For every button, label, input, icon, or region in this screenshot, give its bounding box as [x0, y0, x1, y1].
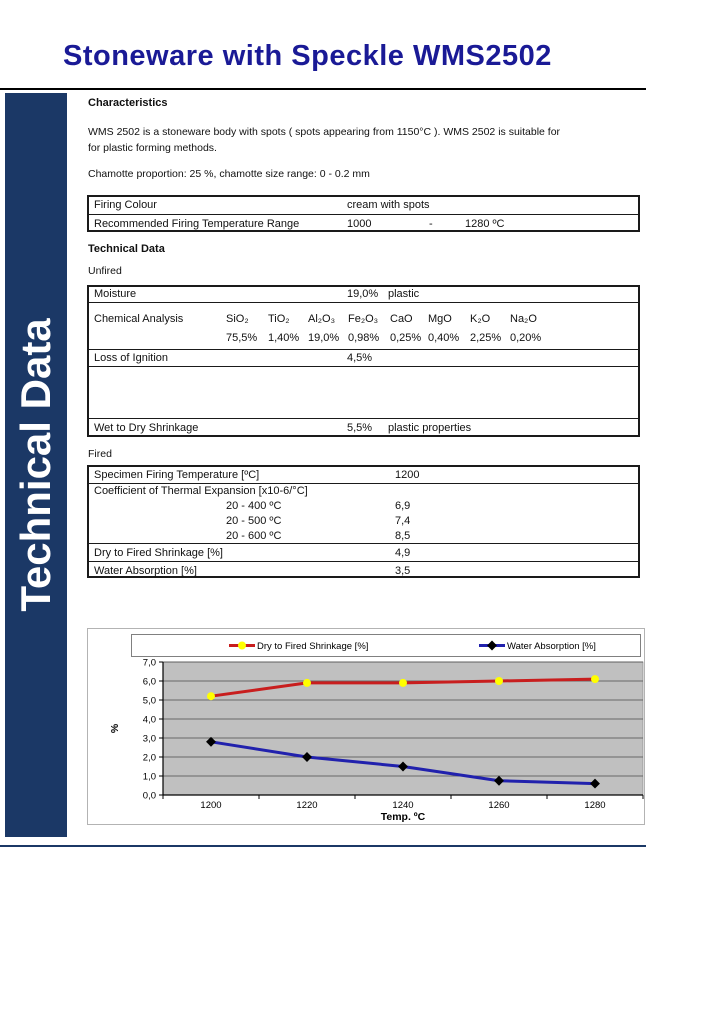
oxide-value: 0,98% — [348, 332, 380, 344]
range-max: 1280 ºC — [465, 218, 505, 230]
row-value: 3,5 — [395, 565, 411, 577]
legend-label: Water Absorption [%] — [507, 641, 596, 652]
y-tick-label: 3,0 — [142, 733, 156, 745]
row-value: 1200 — [395, 469, 420, 481]
top-divider — [0, 88, 646, 90]
sidebar-label: Technical Data — [12, 318, 59, 612]
shrinkage-absorption-chart — [87, 628, 645, 825]
chart-canvas — [88, 629, 644, 824]
cte-sub-row — [89, 499, 638, 514]
row-note: plastic — [388, 288, 420, 300]
bottom-divider — [0, 845, 646, 847]
oxide-header: Al₂O₃ — [308, 313, 336, 325]
water-absorption-row — [89, 561, 638, 579]
oxide-value: 19,0% — [308, 332, 340, 344]
y-tick-label: 6,0 — [142, 676, 156, 688]
firing-colour-row — [89, 197, 638, 214]
oxide-header: Fe₂O₃ — [348, 313, 379, 325]
y-tick-label: 1,0 — [142, 771, 156, 783]
chemical-analysis-row — [89, 302, 638, 349]
description-line-1: WMS 2502 is a stoneware body with spots ( spots appearing from 1150°C ). WMS 2502 is suitable for — [88, 126, 561, 138]
y-tick-label: 0,0 — [142, 790, 156, 802]
series-0-marker — [207, 692, 215, 700]
range-dash: - — [429, 218, 433, 230]
row-label: Wet to Dry Shrinkage — [94, 422, 199, 434]
y-tick-label: 2,0 — [142, 752, 156, 764]
fired-table — [87, 465, 640, 578]
row-label: Dry to Fired Shrinkage [%] — [94, 547, 223, 559]
range-min: 1000 — [347, 218, 372, 230]
legend-label: Dry to Fired Shrinkage [%] — [257, 641, 369, 652]
row-label: Recommended Firing Temperature Range — [94, 218, 300, 230]
oxide-header: MgO — [428, 313, 452, 325]
x-axis-title: Temp. ºC — [380, 811, 426, 823]
oxide-value: 0,25% — [390, 332, 422, 344]
y-tick-label: 5,0 — [142, 695, 156, 707]
cte-value: 6,9 — [395, 500, 411, 512]
cte-range: 20 - 500 ºC — [226, 515, 282, 527]
y-axis-title: % — [109, 723, 121, 734]
row-label: Specimen Firing Temperature [ºC] — [94, 469, 260, 481]
chamotte-line: Chamotte proportion: 25 %, chamotte size range: 0 - 0.2 mm — [88, 168, 370, 180]
oxide-value: 1,40% — [268, 332, 300, 344]
x-tick-label: 1220 — [296, 800, 318, 811]
row-value: cream with spots — [347, 199, 430, 211]
row-label: Water Absorption [%] — [94, 565, 197, 577]
oxide-header: K₂O — [470, 313, 491, 325]
series-0-marker — [591, 675, 599, 683]
row-label: Firing Colour — [94, 199, 157, 211]
oxide-header: CaO — [390, 313, 413, 325]
characteristics-heading: Characteristics — [88, 97, 168, 109]
wet-to-dry-row — [89, 418, 638, 437]
x-tick-label: 1240 — [392, 800, 414, 811]
cte-sub-row — [89, 529, 638, 544]
oxide-value: 75,5% — [226, 332, 258, 344]
legend-marker — [238, 642, 246, 650]
series-0-marker — [495, 677, 503, 685]
x-tick-label: 1200 — [200, 800, 222, 811]
row-value: 5,5% — [347, 422, 373, 434]
oxide-header: Na₂O — [510, 313, 537, 325]
row-label: Moisture — [94, 288, 137, 300]
page-title: Stoneware with Speckle WMS2502 — [63, 40, 552, 72]
chemical-value-line — [89, 330, 638, 347]
row-value: 4,5% — [347, 352, 373, 364]
row-label: Chemical Analysis — [94, 313, 184, 325]
row-label: Coefficient of Thermal Expansion [x10-6/°C] — [94, 485, 308, 497]
series-0-marker — [303, 679, 311, 687]
dry-to-fired-row — [89, 543, 638, 561]
sidebar-band — [5, 93, 67, 837]
row-label: Loss of Ignition — [94, 352, 168, 364]
specimen-temperature-row — [89, 467, 638, 483]
unfired-table — [87, 285, 640, 437]
thermal-expansion-row — [89, 483, 638, 543]
unfired-label: Unfired — [88, 265, 122, 277]
y-tick-label: 7,0 — [142, 657, 156, 669]
description-line-2: for plastic forming methods. — [88, 142, 217, 154]
oxide-header: TiO₂ — [268, 313, 290, 325]
cte-range: 20 - 600 ºC — [226, 530, 282, 542]
oxide-value: 0,40% — [428, 332, 460, 344]
cte-range: 20 - 400 ºC — [226, 500, 282, 512]
loss-of-ignition-row — [89, 349, 638, 366]
firing-range-row — [89, 214, 638, 232]
moisture-row — [89, 287, 638, 302]
firing-table — [87, 195, 640, 232]
row-note: plastic properties — [388, 422, 472, 434]
x-tick-label: 1260 — [488, 800, 510, 811]
technical-data-heading: Technical Data — [88, 243, 165, 255]
empty-row — [89, 366, 638, 418]
cte-header-line — [89, 484, 638, 499]
oxide-value: 0,20% — [510, 332, 542, 344]
cte-value: 8,5 — [395, 530, 411, 542]
y-tick-label: 4,0 — [142, 714, 156, 726]
oxide-value: 2,25% — [470, 332, 502, 344]
oxide-header: SiO₂ — [226, 313, 249, 325]
chemical-header-line — [89, 311, 638, 328]
fired-label: Fired — [88, 448, 112, 460]
x-tick-label: 1280 — [584, 800, 606, 811]
row-value: 4,9 — [395, 547, 411, 559]
cte-value: 7,4 — [395, 515, 411, 527]
series-0-marker — [399, 679, 407, 687]
row-value: 19,0% — [347, 288, 379, 300]
cte-sub-row — [89, 514, 638, 529]
